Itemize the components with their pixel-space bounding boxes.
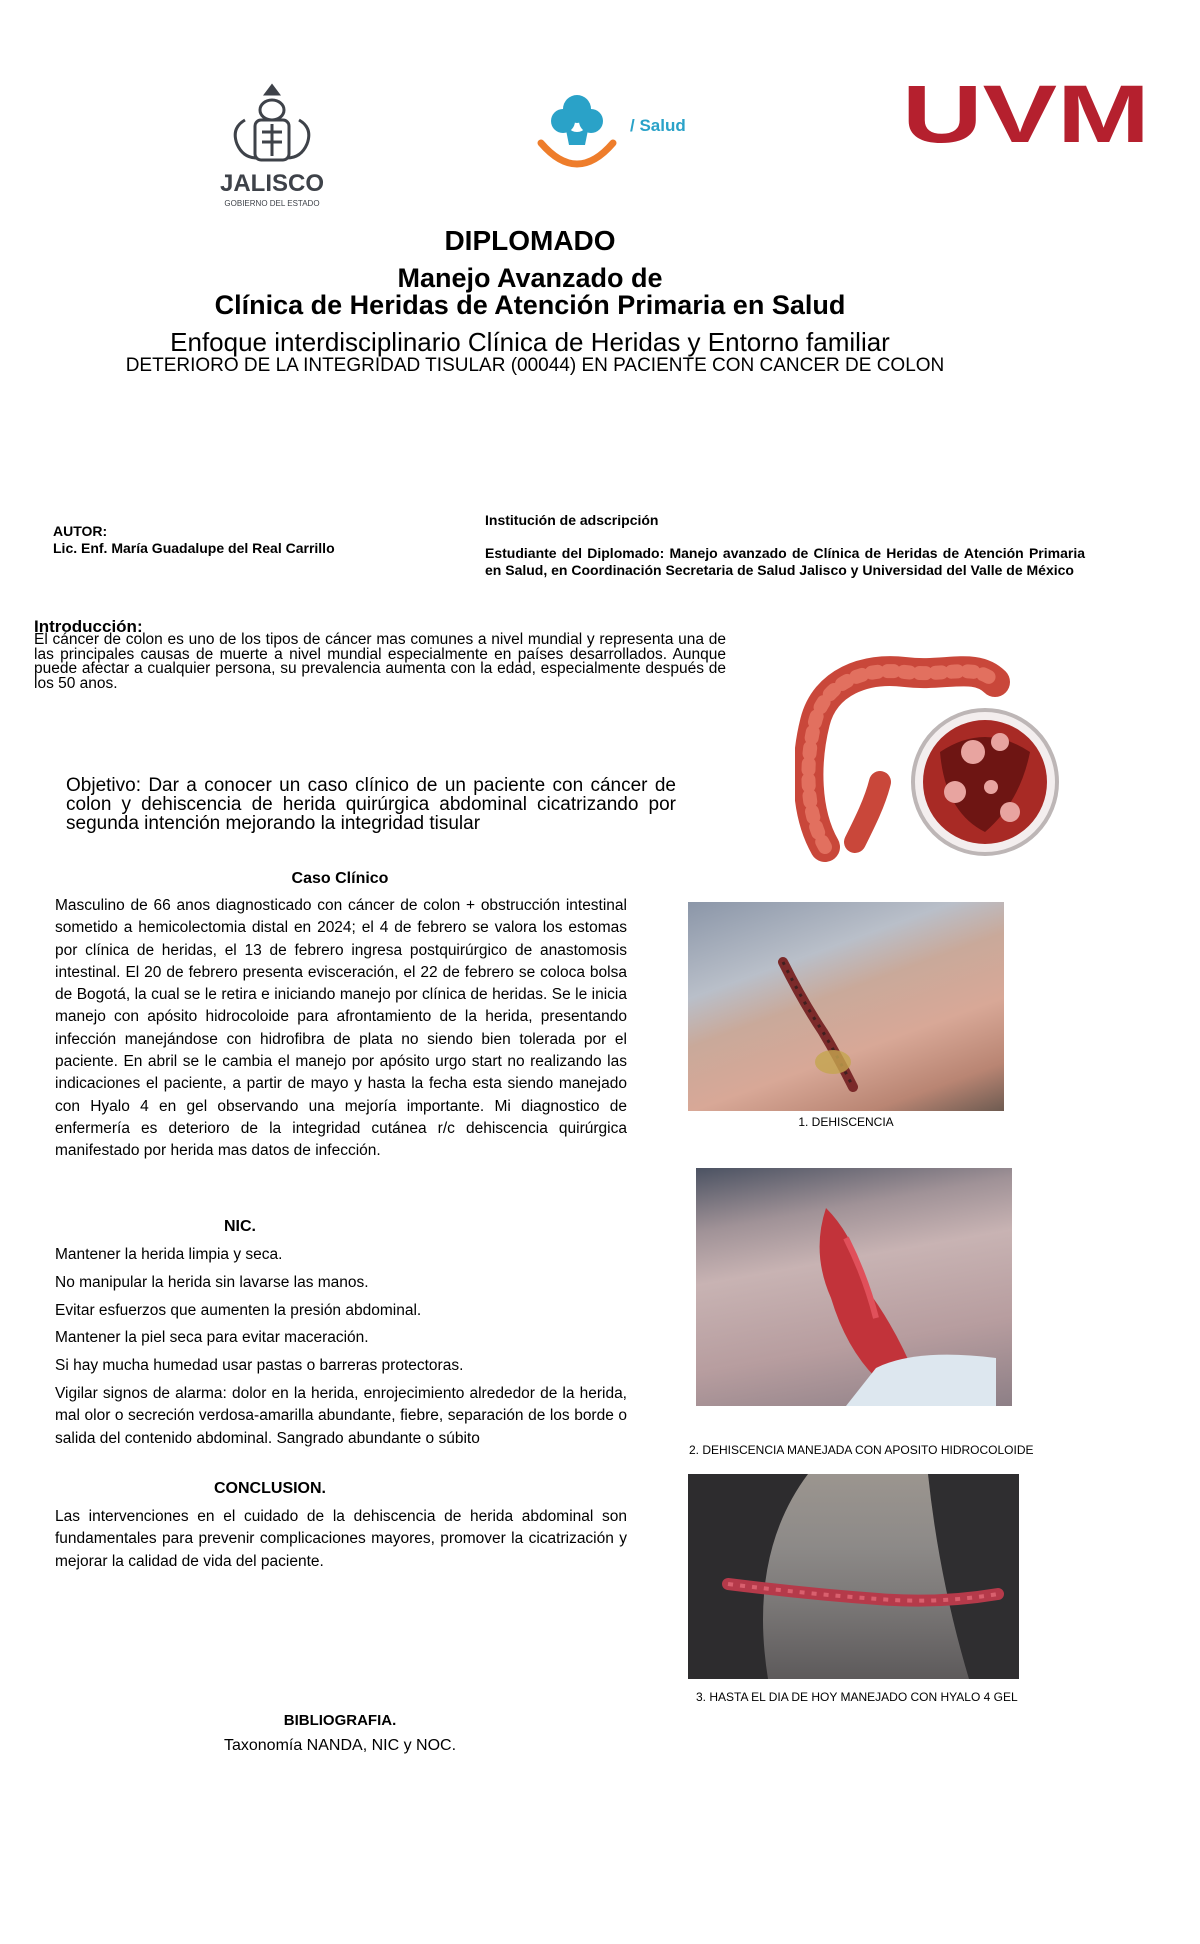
nic-item: Mantener la piel seca para evitar maceración. <box>55 1329 369 1347</box>
poster-topic: DETERIORO DE LA INTEGRIDAD TISULAR (00044) EN PACIENTE CON CANCER DE COLON <box>125 355 945 376</box>
nic-list <box>55 1244 627 1455</box>
svg-text:GOBIERNO DEL ESTADO: GOBIERNO DEL ESTADO <box>224 199 320 208</box>
nic-item: Evitar esfuerzos que aumenten la presión abdominal. <box>55 1301 422 1319</box>
intro-heading: Introducción: <box>34 617 143 636</box>
nic-heading: NIC. <box>224 1218 256 1235</box>
svg-text:JALISCO: JALISCO <box>219 170 325 197</box>
case-text: Masculino de 66 anos diagnosticado con cáncer de colon + obstrucción intestinal sometido a hemicolectomia distal en 2024; el 4 de febrero se valora los estomas por clínica de heridas, el 13 de febrero ingresa postquirúrgico de anastomosis intestinal. El 20 de febrero presenta evisceración, el 22 de febrero se coloca bolsa de Bogotá, la cual se le retira e iniciando manejo por clínica de heridas. Se le inicia manejo con apósito hidrocoloide para afrontamiento de la herida, presentando infección manejándose con hidrofibra de plata no siendo bien tolerada por el paciente. En abril se le cambia el manejo por apósito urgo start no realizando las indicaciones el paciente, a partir de mayo y hasta la fecha esta siendo manejado con Hyalo 4 en gel observando una mejoría importante. Mi diagnostico de enfermería es deterioro de la integridad cutánea r/c dehiscencia quirúrgica manifestado por herida mas datos de infección. <box>55 897 627 1160</box>
conclusion-text: Las intervenciones en el cuidado de la dehiscencia de herida abdominal son fundamentales para prevenir complicaciones mayores, promover la cicatrización y mejorar la calidad de vida del paciente. <box>55 1508 627 1570</box>
course-title-line2: Clínica de Heridas de Atención Primaria en Salud <box>214 290 846 320</box>
case-heading: Caso Clínico <box>291 870 389 887</box>
nic-item: No manipular la herida sin lavarse las manos. <box>55 1273 369 1291</box>
salud-logo <box>535 85 710 170</box>
bibliography-text: Taxonomía NANDA, NIC y NOC. <box>223 1737 457 1754</box>
nic-item: Si hay mucha humedad usar pastas o barreras protectoras. <box>55 1357 464 1375</box>
course-subtitle: Enfoque interdisciplinario Clínica de Heridas y Entorno familiar <box>170 327 890 357</box>
wound-photo-1 <box>688 902 1004 1111</box>
wound-photo-3 <box>688 1474 1019 1679</box>
conclusion-heading: CONCLUSION. <box>214 1480 326 1497</box>
figure-caption-2: 2. DEHISCENCIA MANEJADA CON APOSITO HIDROCOLOIDE <box>689 1443 1034 1457</box>
course-title-line1: Manejo Avanzado de <box>397 263 663 293</box>
diplomado-title: DIPLOMADO <box>444 225 616 256</box>
institution-text: Estudiante del Diplomado: Manejo avanzado de Clínica de Heridas de Atención Primaria en Salud, en Coordinación Secretaria de Salud Jalisco y Universidad del Valle de México <box>485 545 1085 578</box>
nic-item: Vigilar signos de alarma: dolor en la herida, enrojecimiento alrededor de la herida, mal olor o secreción verdosa-amarilla abundante, fiebre, separación de los borde o salida del contenido abdominal. Sangrado abundante o súbito <box>55 1384 627 1447</box>
uvm-logo <box>900 78 1152 150</box>
objective-text: Objetivo: Dar a conocer un caso clínico de un paciente con cáncer de colon y dehiscencia de herida quirúrgica abdominal cicatrizando por segunda intención mejorando la integridad tisular <box>66 775 676 834</box>
bibliography-heading: BIBLIOGRAFIA. <box>283 1712 397 1729</box>
svg-text:/ Salud: / Salud <box>630 116 686 135</box>
author-label: AUTOR: <box>53 523 108 539</box>
jalisco-logo <box>215 80 330 210</box>
author-name: Lic. Enf. María Guadalupe del Real Carrillo <box>53 540 335 556</box>
intro-text: El cáncer de colon es uno de los tipos de cáncer mas comunes a nivel mundial y representa una de las principales causas de muerte a nivel mundial especialmente en países desarrollados. Aunque puede afectar a cualquier persona, su prevalencia aumenta con la edad, especialmente después de los 50 anos. <box>34 631 726 692</box>
institution-label: Institución de adscripción <box>485 512 659 528</box>
colon-cancer-illustration <box>795 642 1060 872</box>
figure-caption-3: 3. HASTA EL DIA DE HOY MANEJADO CON HYALO 4 GEL <box>696 1690 1018 1704</box>
nic-item: Mantener la herida limpia y seca. <box>55 1246 283 1263</box>
wound-photo-2 <box>696 1168 1012 1406</box>
figure-caption-1: 1. DEHISCENCIA <box>798 1115 894 1129</box>
svg-text:UVM: UVM <box>902 78 1150 150</box>
